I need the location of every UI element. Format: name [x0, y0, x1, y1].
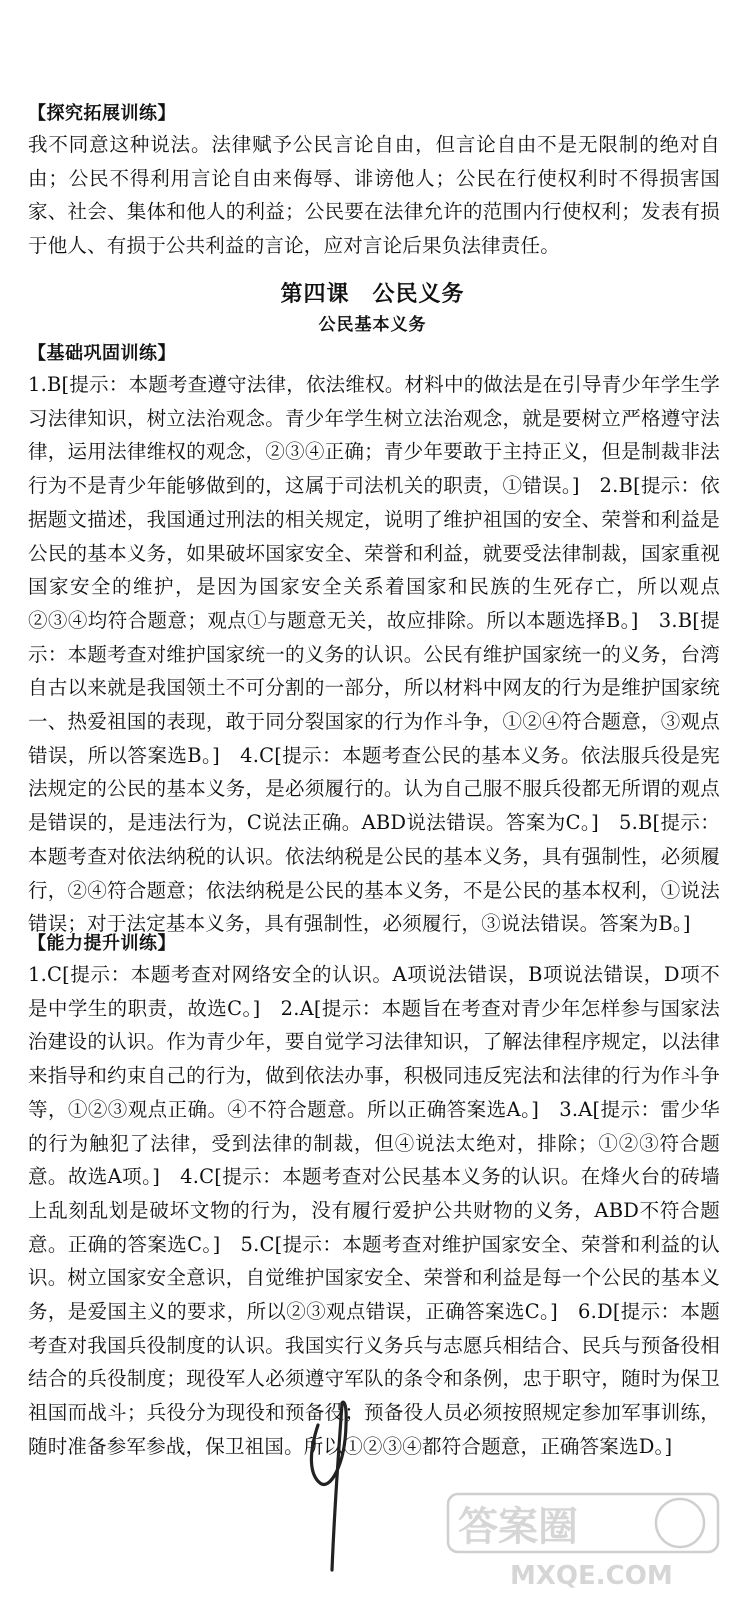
watermark-url: MXQE.COM	[510, 1561, 673, 1591]
section-title: 公民基本义务	[318, 315, 427, 335]
handwritten-page-number-icon	[300, 1395, 380, 1575]
basic-section	[28, 340, 720, 941]
explore-section	[28, 100, 720, 263]
basic-heading: 【基础巩固训练】	[28, 343, 176, 364]
explore-heading: 【探究拓展训练】	[28, 103, 176, 124]
watermark-logo-icon	[440, 1488, 730, 1593]
lesson-title: 第四课 公民义务	[280, 282, 465, 307]
explore-text: 我不同意这种说法。法律赋予公民言论自由，但言论自由不是无限制的绝对自由；公民不得利用言论自由来侮辱、诽谤他人；公民在行使权利时不得损害国家、社会、集体和他人的利益；公民要在法律允许的范围内行使权利；发表有损于他人、有损于公共利益的言论，应对言论后果负法律责任。	[28, 133, 720, 258]
ability-text: 1.C[提示：本题考查对网络安全的认识。A项说法错误，B项说法错误，D项不是中学生的职责，故选C。] 2.A[提示：本题旨在考查对青少年怎样参与国家法治建设的认识。作为青少年，要自觉学习法律知识，了解法律程序规定，以法律来指导和约束自己的行为，做到依法办事，积极同违反宪法和法律的行为作斗争等，①②③观点正确。④不符合题意。所以正确答案选A。] 3.A[提示：雷少华的行为触犯了法律，受到法律的制裁，但④说法太绝对，排除；①②③符合题意。故选A项。] 4.C[提示：本题考查对公民基本义务的认识。在烽火台的砖墙上乱刻乱划是破坏文物的行为，没有履行爱护公共财物的义务，ABD不符合题意。正确的答案选C。] 5.C[提示：本题考查对维护国家安全、荣誉和利益的认识。树立国家安全意识，自觉维护国家安全、荣誉和利益是每一个公民的基本义务，是爱国主义的要求，所以②③观点错误，正确答案选C。] 6.D[提示：本题考查对我国兵役制度的认识。我国实行义务兵与志愿兵相结合、民兵与预备役相结合的兵役制度；现役军人必须遵守军队的条令和条例，忠于职守，随时为保卫祖国而战斗；兵役分为现役和预备役；预备役人员必须按照规定参加军事训练，随时准备参军参战，保卫祖国。所以①②③④都符合题意，正确答案选D。]	[28, 963, 720, 1458]
basic-text: 1.B[提示：本题考查遵守法律，依法维权。材料中的做法是在引导青少年学生学习法律知识，树立法治观念。青少年学生树立法治观念，就是要树立严格遵守法律，运用法律维权的观念，②③④正确；青少年要敢于主持正义，但是制裁非法行为不是青少年能够做到的，这属于司法机关的职责，①错误。] 2.B[提示：依据题文描述，我国通过刑法的相关规定，说明了维护祖国的安全、荣誉和利益是公民的基本义务，如果破坏国家安全、荣誉和利益，就要受法律制裁，国家重视国家安全的维护，是因为国家安全关系着国家和民族的生死存亡，所以观点②③④均符合题意；观点①与题意无关，故应排除。所以本题选择B。] 3.B[提示：本题考查对维护国家统一的义务的认识。公民有维护国家统一的义务，台湾自古以来就是我国领土不可分割的一部分，所以材料中网友的行为是维护国家统一、热爱祖国的表现，敢于同分裂国家的行为作斗争，①②④符合题意，③观点错误，所以答案选B。] 4.C[提示：本题考查公民的基本义务。依法服兵役是宪法规定的公民的基本义务，是必须履行的。认为自己服不服兵役都无所谓的观点是错误的，是违法行为，C说法正确。ABD说法错误。答案为C。] 5.B[提示：本题考查对依法纳税的认识。依法纳税是公民的基本义务，具有强制性，必须履行，②④符合题意；依法纳税是公民的基本义务，不是公民的基本权利，①说法错误；对于法定基本义务，具有强制性，必须履行，③说法错误。答案为B。]	[28, 373, 720, 936]
ability-heading: 【能力提升训练】	[28, 933, 176, 954]
ability-section	[28, 930, 720, 1464]
watermark-text: 答案圈	[458, 1504, 578, 1550]
